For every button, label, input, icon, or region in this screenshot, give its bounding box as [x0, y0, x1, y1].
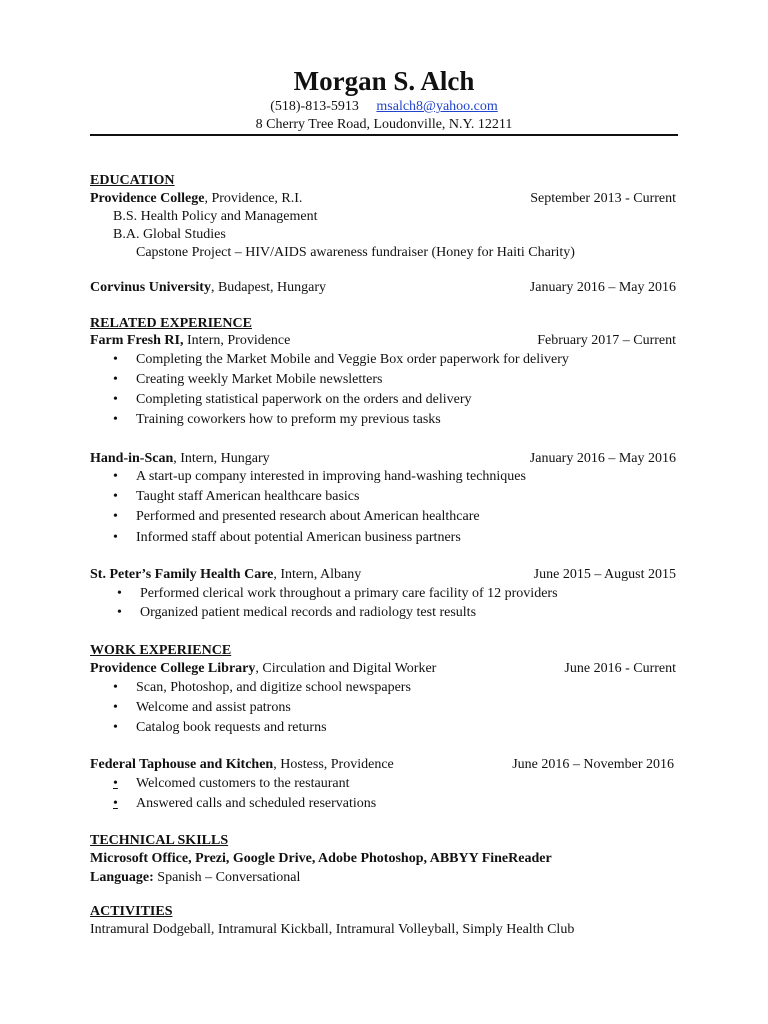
date-range: September 2013 - Current [530, 191, 676, 206]
work-experience-heading: WORK EXPERIENCE [90, 643, 232, 658]
list-item: • Welcome and assist patrons [113, 698, 291, 718]
list-item: • Taught staff American healthcare basics [113, 487, 359, 507]
list-item: • Completing statistical paperwork on the orders and delivery [113, 390, 472, 410]
employer-name: Providence College Library [90, 661, 256, 676]
school-location: , Providence, R.I. [204, 191, 303, 206]
capstone-line: Capstone Project – HIV/AIDS awareness fundraiser (Honey for Haiti Charity) [136, 245, 575, 260]
activities-heading: ACTIVITIES [90, 904, 173, 919]
job-role: , Intern, Albany [273, 567, 362, 582]
employer-name: Farm Fresh RI, [90, 333, 184, 348]
related-experience-heading: RELATED EXPERIENCE [90, 316, 252, 331]
list-item: • Catalog book requests and returns [113, 718, 327, 738]
list-item: • Scan, Photoshop, and digitize school newspapers [113, 678, 411, 698]
email-link[interactable]: msalch8@yahoo.com [376, 99, 498, 114]
bullet-icon: • [117, 586, 122, 601]
bullet-icon: • [113, 776, 118, 791]
date-range: January 2016 – May 2016 [529, 280, 676, 295]
job-role: Intern, Providence [183, 333, 291, 348]
job-entry-farm-fresh [90, 332, 676, 350]
job-entry-st-peters [90, 566, 676, 584]
education-heading: EDUCATION [90, 173, 175, 188]
language-value: Spanish – Conversational [153, 870, 301, 885]
list-item: • Creating weekly Market Mobile newsletters [113, 370, 382, 390]
bullet-icon: • [113, 352, 118, 367]
bullet-icon: • [113, 372, 118, 387]
date-range: June 2016 - Current [564, 661, 676, 676]
degree-line: B.S. Health Policy and Management [113, 209, 318, 224]
bullet-icon: • [113, 796, 118, 811]
date-range: January 2016 – May 2016 [529, 451, 676, 466]
list-item: • Welcomed customers to the restaurant [113, 774, 349, 794]
phone-number: (518)-813-5913 [270, 99, 359, 114]
employer-name: Federal Taphouse and Kitchen [90, 757, 274, 772]
bullet-icon: • [113, 680, 118, 695]
language-label: Language: [90, 870, 154, 885]
resume-name: Morgan S. Alch [293, 66, 475, 96]
activities-list: Intramural Dodgeball, Intramural Kickball, Intramural Volleyball, Simply Health Club [90, 922, 575, 937]
bullet-icon: • [117, 605, 122, 620]
employer-name: St. Peter’s Family Health Care [90, 567, 274, 582]
date-range: June 2016 – November 2016 [512, 757, 674, 772]
job-role: , Intern, Hungary [173, 451, 270, 466]
bullet-icon: • [113, 509, 118, 524]
education-entry-providence [90, 190, 676, 208]
job-entry-hand-in-scan [90, 450, 676, 468]
job-entry-library [90, 660, 676, 678]
language-skills [90, 869, 676, 887]
job-role: , Hostess, Providence [273, 757, 394, 772]
address: 8 Cherry Tree Road, Loudonville, N.Y. 12211 [255, 117, 513, 132]
education-entry-corvinus [90, 279, 676, 297]
software-skills: Microsoft Office, Prezi, Google Drive, Adobe Photoshop, ABBYY FineReader [90, 851, 552, 866]
bullet-icon: • [113, 530, 118, 545]
bullet-icon: • [113, 700, 118, 715]
list-item: • Performed and presented research about American healthcare [113, 507, 480, 527]
school-name: Providence College [90, 191, 205, 206]
technical-skills-heading: TECHNICAL SKILLS [90, 833, 229, 848]
list-item: • Training coworkers how to preform my previous tasks [113, 410, 441, 430]
bullet-icon: • [113, 469, 118, 484]
list-item: • A start-up company interested in improving hand-washing techniques [113, 467, 526, 487]
list-item: • Performed clerical work throughout a primary care facility of 12 providers [117, 584, 558, 604]
header-divider [90, 134, 678, 136]
degree-line: B.A. Global Studies [113, 227, 226, 242]
bullet-icon: • [113, 412, 118, 427]
bullet-icon: • [113, 720, 118, 735]
bullet-icon: • [113, 489, 118, 504]
list-item: • Informed staff about potential American business partners [113, 528, 461, 548]
school-name: Corvinus University [90, 280, 211, 295]
employer-name: Hand-in-Scan [90, 451, 174, 466]
job-role: , Circulation and Digital Worker [255, 661, 437, 676]
job-entry-federal-taphouse [90, 756, 676, 774]
list-item: • Organized patient medical records and radiology test results [117, 603, 476, 623]
date-range: February 2017 – Current [537, 333, 676, 348]
list-item: • Answered calls and scheduled reservations [113, 794, 376, 814]
school-location: , Budapest, Hungary [210, 280, 327, 295]
list-item: • Completing the Market Mobile and Veggie Box order paperwork for delivery [113, 350, 569, 370]
bullet-icon: • [113, 392, 118, 407]
date-range: June 2015 – August 2015 [533, 567, 676, 582]
contact-line [0, 98, 768, 115]
